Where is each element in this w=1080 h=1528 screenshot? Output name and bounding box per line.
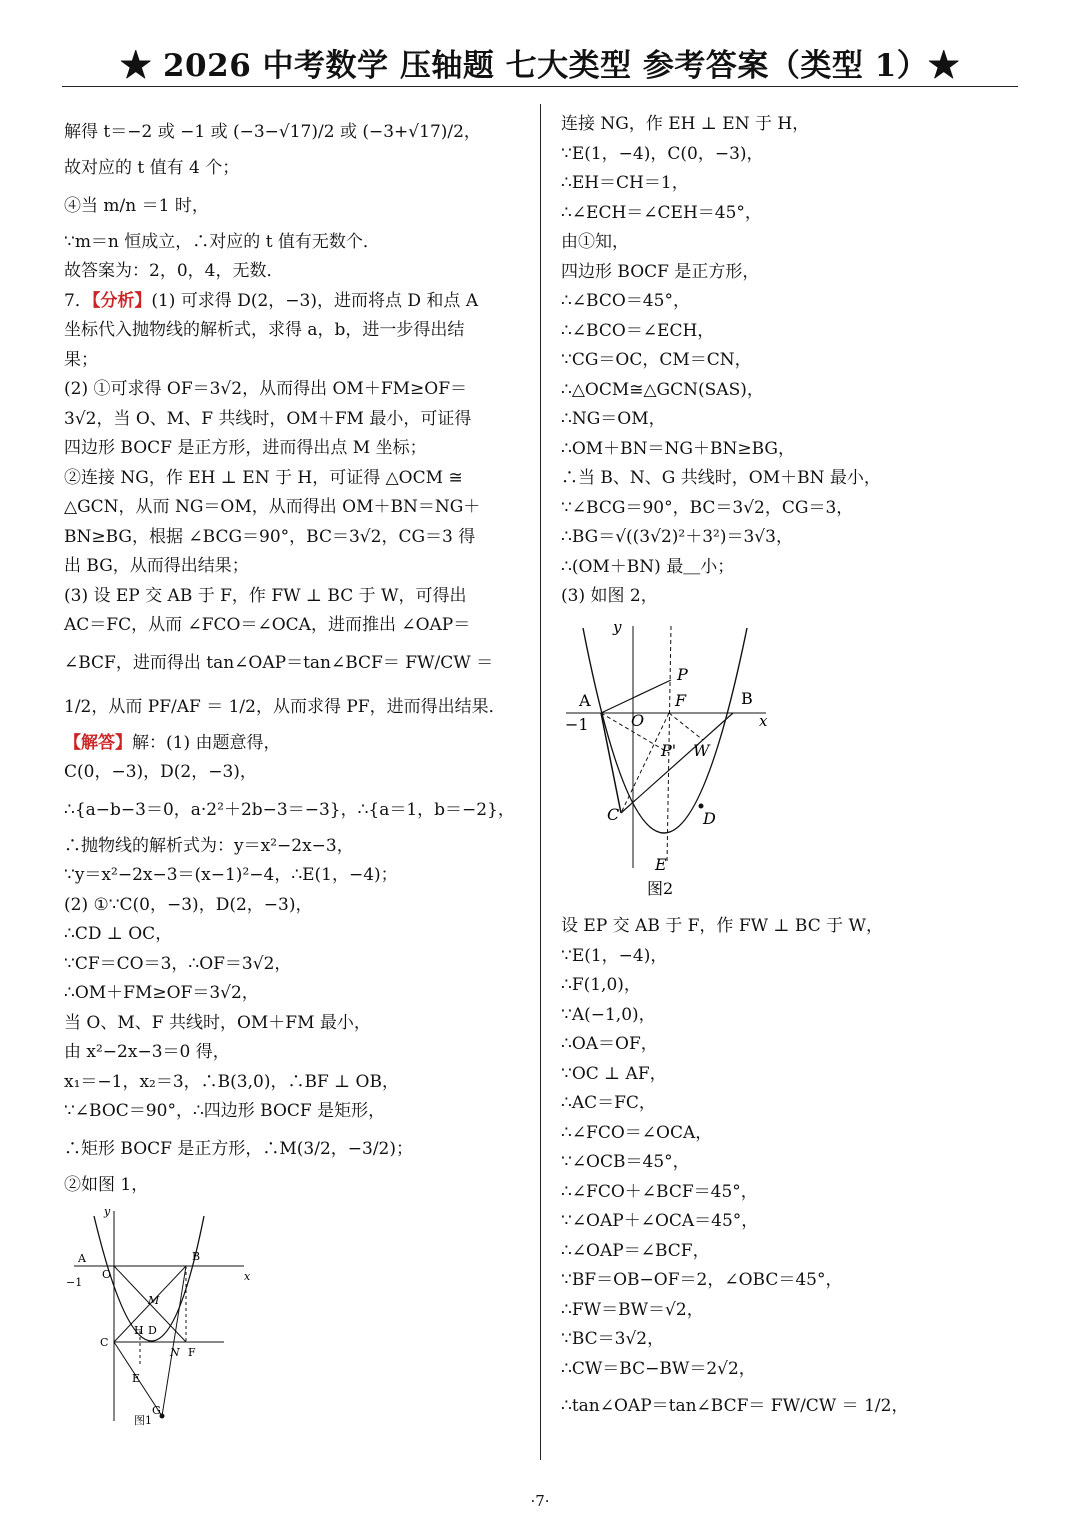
solution-line: ∵CG＝OC，CM＝CN， <box>561 350 752 370</box>
solution-line: ∴当 B、N、G 共线时，OM＋BN 最小， <box>561 468 881 488</box>
solution-line: 当 O、M、F 共线时，OM＋FM 最小， <box>64 1012 371 1033</box>
solution-line: 由①知， <box>561 232 629 252</box>
label-g: G <box>152 1404 161 1417</box>
analysis-text: 7．【分析】(1) 可求得 D(2，−3)，进而将点 D 和点 A <box>64 290 479 311</box>
solution-line: (3) 如图 2， <box>561 586 658 606</box>
analysis-heading-line <box>64 287 526 317</box>
solution-line: 故答案为：2，0，4，无数． <box>64 261 284 281</box>
left-column <box>64 110 526 1441</box>
solution-line: ∵y＝x²−2x−3＝(x−1)²−4，∴E(1，−4)； <box>64 865 398 885</box>
solution-line: ∵∠BCG＝90°，BC＝3√2，CG＝3， <box>561 497 854 518</box>
solution-line: ∵OC ⊥ AF， <box>561 1063 667 1084</box>
label-a: A <box>78 1252 86 1265</box>
section-marker: 【解答】 <box>64 732 132 753</box>
page-title: ★ 2026 中考数学 压轴题 七大类型 参考答案（类型 1）★ <box>120 48 960 84</box>
point-d <box>699 803 704 808</box>
right-column <box>561 110 1021 1428</box>
header-divider <box>62 86 1018 87</box>
solution-line: 出 BG，从而得出结果； <box>64 556 249 576</box>
solution-line: 四边形 BOCF 是正方形，进而得出点 M 坐标； <box>64 438 427 458</box>
label-b: B <box>192 1250 201 1263</box>
solution-line: ∵BF＝OB−OF＝2，∠OBC＝45°， <box>561 1270 843 1290</box>
solution-line: ∴CW＝BC−BW＝2√2， <box>561 1358 756 1379</box>
solution-line: 坐标代入抛物线的解析式，求得 a，b，进一步得出结 <box>64 320 465 340</box>
solution-line: ∴BG＝√((3√2)²＋3²)＝3√3， <box>561 527 793 547</box>
solution-line: AC＝FC，从而 ∠FCO＝∠OCA，进而推出 ∠OAP＝ <box>64 615 471 635</box>
label-c: C <box>100 1336 109 1349</box>
label-f: F <box>188 1346 196 1359</box>
solution-line: ∴CD ⊥ OC， <box>64 924 173 944</box>
solution-line: ∴∠FCO＝∠OCA， <box>561 1122 713 1143</box>
solution-line: ∴tan∠OAP＝tan∠BCF＝ FW/CW ＝ 1/2， <box>561 1396 909 1416</box>
figure-2-graph <box>561 618 781 898</box>
solution-line: ∵CF＝CO＝3，∴OF＝3√2， <box>64 953 292 974</box>
label-d: D <box>148 1324 157 1337</box>
solution-line: ∵∠OAP＋∠OCA＝45°， <box>561 1211 759 1231</box>
solution-line: x₁＝−1，x₂＝3，∴B(3,0)，∴BF ⊥ OB， <box>64 1071 399 1092</box>
label-c: C <box>607 804 620 824</box>
solution-line: 由 x²−2x−3＝0 得， <box>64 1042 230 1062</box>
figure-1-caption: 图1 <box>134 1414 152 1426</box>
line-fc <box>621 710 669 813</box>
solution-line: ∴∠BCO＝45°， <box>561 291 690 311</box>
label-y: y <box>104 1206 111 1218</box>
line-ap <box>601 680 671 713</box>
solution-line: ∴矩形 BOCF 是正方形，∴M(3/2，−3/2)； <box>64 1138 413 1159</box>
label-o: O <box>102 1268 112 1281</box>
line-ac <box>601 713 621 813</box>
solution-line: (3) 设 EP 交 AB 于 F，作 FW ⊥ BC 于 W，可得出 <box>64 585 467 606</box>
solution-line: ∠BCF，进而得出 tan∠OAP＝tan∠BCF＝ FW/CW ＝ <box>64 652 494 673</box>
solution-line: 解得 t＝−2 或 −1 或 (−3−√17)/2 或 (−3+√17)/2， <box>64 122 481 142</box>
solution-line: ∴OM＋BN＝NG＋BN≥BG， <box>561 438 795 459</box>
label-p: P <box>677 664 688 684</box>
label-neg1: −1 <box>565 714 589 734</box>
solution-line: ∴∠BCO＝∠ECH， <box>561 320 715 341</box>
solution-line: ∴AC＝FC， <box>561 1093 656 1113</box>
solution-line: ∵m＝n 恒成立，∴对应的 t 值有无数个． <box>64 231 380 252</box>
label-w: W <box>693 740 710 760</box>
solution-line: ∵∠OCB＝45°， <box>561 1152 690 1172</box>
solution-line: ∴△OCM≅△GCN(SAS)， <box>561 379 764 400</box>
solution-line: △GCN，从而 NG＝OM，从而得出 OM＋BN＝NG＋ <box>64 497 481 517</box>
label-e: E <box>132 1372 141 1385</box>
solution-line: 果； <box>64 349 98 370</box>
solution-line: 3√2，当 O、M、F 共线时，OM＋FM 最小，可证得 <box>64 408 472 429</box>
solution-line: ∵A(−1,0)， <box>561 1004 656 1025</box>
figure-2-caption: 图2 <box>647 878 674 898</box>
figure-2 <box>561 618 1021 909</box>
solution-line: ∴EH＝CH＝1， <box>561 173 689 193</box>
solution-line: ∴(OM＋BN) 最＿小； <box>561 556 735 577</box>
label-x: x <box>244 1270 251 1283</box>
solution-line: ∴NG＝OM， <box>561 409 666 429</box>
solution-line: BN≥BG，根据 ∠BCG＝90°，BC＝3√2，CG＝3 得 <box>64 526 476 547</box>
solution-line: ∴∠ECH＝∠CEH＝45°， <box>561 202 762 223</box>
solution-line: ∴∠FCO＋∠BCF＝45°， <box>561 1181 758 1202</box>
solution-line: ∵BC＝3√2， <box>561 1329 665 1349</box>
label-n: N <box>170 1346 180 1359</box>
solution-line: ②如图 1， <box>64 1174 149 1195</box>
solution-line: ∴FW＝BW＝√2， <box>561 1299 704 1320</box>
solution-line: C(0，−3)，D(2，−3)， <box>64 762 257 782</box>
solution-line: ∴F(1,0)， <box>561 975 641 995</box>
solution-line: (2) ①可求得 OF＝3√2，从而得出 OM＋FM≥OF＝ <box>64 379 468 399</box>
answer-heading-line: 【解答】解：(1) 由题意得， <box>64 732 281 753</box>
label-y: y <box>613 617 622 636</box>
solution-line: ∴OM＋FM≥OF＝3√2， <box>64 983 259 1003</box>
solution-line: ∴{a−b−3＝0，a·2²＋2b−3＝−3}，∴{a＝1，b＝−2}， <box>64 799 515 820</box>
solution-line: 四边形 BOCF 是正方形， <box>561 261 760 282</box>
page-number: ·7· <box>530 1492 550 1510</box>
label-m: M <box>148 1294 160 1307</box>
parabola <box>583 628 747 833</box>
solution-line: ∴抛物线的解析式为：y＝x²−2x−3， <box>64 835 354 856</box>
line-bg <box>162 1266 186 1416</box>
solution-line: 连接 NG，作 EH ⊥ EN 于 H， <box>561 114 810 134</box>
solution-line: ④当 m/n ＝1 时， <box>64 195 209 216</box>
section-marker: 【分析】 <box>91 290 152 311</box>
label-b: B <box>741 688 753 708</box>
label-p-prime: P' <box>661 740 677 760</box>
label-a: A <box>579 690 591 710</box>
solution-line: ∴∠OAP＝∠BCF， <box>561 1240 710 1261</box>
label-neg1: −1 <box>66 1276 83 1289</box>
label-x: x <box>759 711 768 730</box>
solution-line: ∴OA＝OF， <box>561 1034 658 1054</box>
figure-1-graph <box>64 1206 264 1426</box>
solution-line: ②连接 NG，作 EH ⊥ EN 于 H，可证得 △OCM ≅ <box>64 467 463 488</box>
label-h: H <box>134 1324 144 1337</box>
label-f: F <box>675 690 687 710</box>
solution-line: 故对应的 t 值有 4 个； <box>64 158 240 178</box>
line-fw <box>669 713 703 740</box>
solution-line: ∵∠BOC＝90°，∴四边形 BOCF 是矩形， <box>64 1101 386 1121</box>
column-divider <box>540 104 541 1460</box>
solution-line: ∵E(1，−4)， <box>561 945 668 966</box>
solution-line: 1/2，从而 PF/AF ＝ 1/2，从而求得 PF，进而得出结果． <box>64 696 506 717</box>
solution-line: (2) ①∵C(0，−3)，D(2，−3)， <box>64 894 313 915</box>
solution-line: 设 EP 交 AB 于 F，作 FW ⊥ BC 于 W， <box>561 916 883 936</box>
label-d: D <box>703 808 716 828</box>
figure-1 <box>64 1206 526 1437</box>
solution-line: ∵E(1，−4)，C(0，−3)， <box>561 143 764 164</box>
label-e: E <box>655 854 667 874</box>
label-o: O <box>631 710 645 730</box>
